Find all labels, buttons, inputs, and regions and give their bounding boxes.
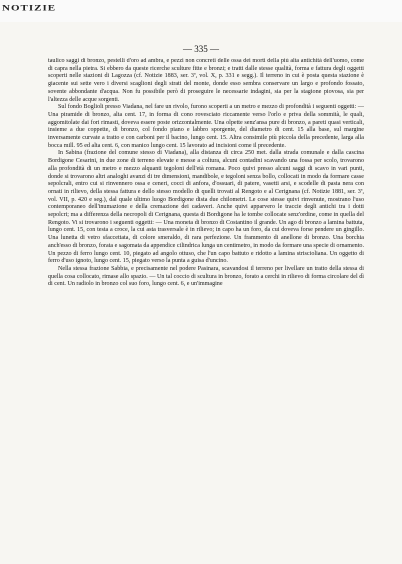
page-number: — 335 —: [183, 44, 219, 54]
paragraph: Sul fondo Boglioli presso Viadana, nel fare un rivolo, furono scoperti a un metro e mezzo di profondità i seguenti oggetti: — Una piramide di bronzo, alta cent. 17, in forma di cono rovesciato riccamente verso l'orlo e priva della sommità, le quali, aggomitolate dai fori rimasti, doveva essere poste orizzontalmente. Una olpette senz'ansa pure di bronzo, a pareti quasi verticali, insieme a due coppette, di bronzo, col fondo piano e labbro sporgente, del diametro di cent. 15 alla base, sul margine inversamente curvate a tratto e con carboni per il bacino, lungo cent. 15. Altra consimile più piccola della precedente, larga alla bocca mill. 95 ed alta cent. 6, con manico lungo cent. 15 lavorato ad incisioni come il precedente.: [48, 104, 364, 149]
text-column: [48, 58, 364, 550]
paragraph: Nella stessa frazione Sabbia, e precisamente nel podere Pasinara, scavandosi il terreno per livellare un tratto della stessa di quella cosa collocato, rimase allo spazio. — Un tal coccio di scultura in bronzo, forato a cerchi in rilievo di forma circolare del dì di cent. Un radiolo in bronzo col suo foro, lungo cent. 6, e un'immagine: [48, 265, 364, 288]
header-mark: NOTIZIE: [2, 3, 57, 13]
paragraph: In Sabina (frazione del comune stesso di Viadana), alla distanza di circa 250 met. dalla strada comunale e dalla cascina Bordigone Cesarini, in due zone di terreno elevate e messe a coltura, alcuni contadini scavando una fossa per scolo, trovarono alla profondità di un metro e mezzo alquanti tegoloni dell'età romana. Poco quivi presso alcuni saggi di scavo in vari punti, donde si trovarono altri analoghi avanzi di tre dimensioni, mandibole, e tegoloni senza bollo, collocati in modo da formare casse sepolcrali, entro cui si rinvennero ossa e ceneri, cocci di anfora, d'ossuari, di patere, vasetti arsi, e scodelle di pasta nera con ornati in rilievo, della stessa fattura e dello stesso modello di quelli trovati al Rengoto e al Cerignana (cf. Notizie 1881, ser. 3ª, vol. VII, p. 420 e seg.), dal quale ultimo luogo Bordigone dista due chilometri. Le cose stesse quivi rinvenute, mostrano l'uso contemporaneo dell'inumazione e della cremazione dei cadaveri. Anche quivi apparvero le traccie degli antichi tra i dotti sepolcri; ma a differenza della necropoli di Cerignana, questa di Bordigone ha le tombe collocate senz'ordine, come in quella del Rengoto. Vi si trovarono i seguenti oggetti: — Una moneta di bronzo di Costantino il grande. Un ago di bronzo a lamina battuta, lungo cent. 15, con testa a croce, la cui asta trasversale è in rilievo; in capo ha un foro, da cui doveva forse pendere un gingillo. Una lunetta di vetro sfaccettata, di colore smeraldo, di rara perfezione. Un frammento di anellone di bronzo. Una borchia anch'esso di bronzo, forata e sagomata da appendice cilindrica lunga un centimetro, in modo da formare una specie di ornamento. Un pezzo di ferro lungo cent. 10, piegato ad angolo ottuso, che l'un capo battuto e ridotto a lamina striscioliana. Un oggetto di ferro d'uso ignoto, lungo cent. 15, piegato verso la punta a guisa d'uncino.: [48, 150, 364, 265]
paragraph: taulico saggi di bronzo, pestelli d'oro ad ambra, e pezzi non concreti delle ossa dei morti della più alta antichità dell'uomo, come di capra nella pietra. Si ebbero da queste ricerche sculture fitte e bronzi; e tratti dalle stesse qualità, forma e fattura degli oggetti scoperti nelle stazioni di Lagozza (cf. Notizie 1883, ser. 3ª, vol. X, p. 331 e segg.). Il terreno in cui è posta questa stazione è giacente sui sette vero i diversi scaglioni degli strati del monte, donde esso sembra conservare un largo e profondo fossato, sovente abbondante d'acqua. Non fu possibile però di proseguire le necessarie indagini, sia per la stagione piovosa, sia per l'altezza delle acque sorgenti.: [48, 58, 364, 103]
page-header: [0, 0, 402, 22]
